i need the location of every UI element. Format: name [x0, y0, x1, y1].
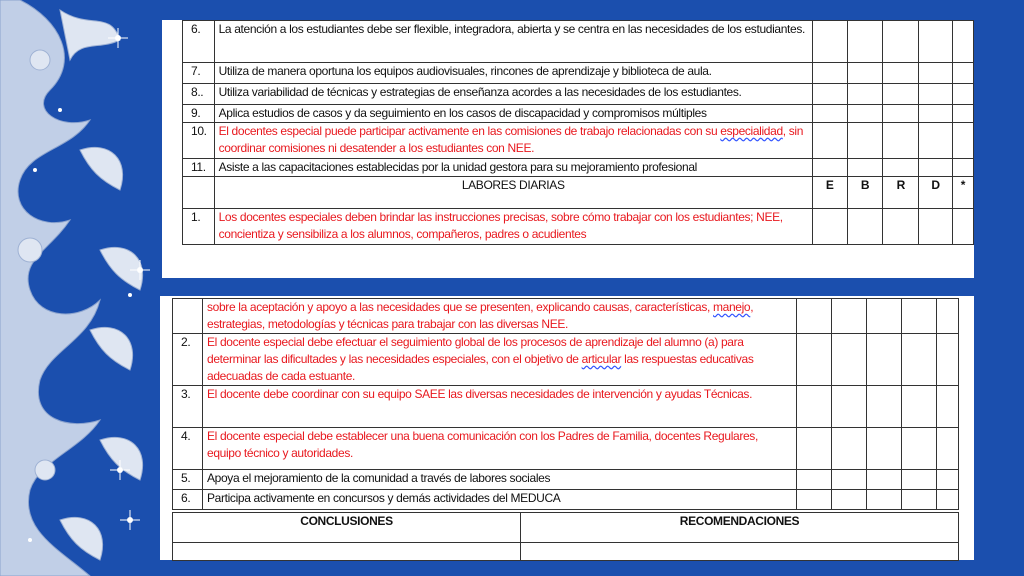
row-text: Asiste a las capacitaciones establecidas por la unidad gestora para su mejoramiento profesional — [214, 159, 812, 177]
table-row — [183, 63, 974, 84]
row-text: Participa activamente en concursos y demás actividades del MEDUCA — [203, 490, 797, 510]
table-row — [183, 159, 974, 177]
row-number: 5. — [173, 470, 203, 490]
row-number: 10. — [183, 123, 215, 159]
conclusiones-header: CONCLUSIONES — [173, 513, 521, 543]
rating-label-d: D — [919, 177, 953, 209]
row-text: El docente especial debe establecer una buena comunicación con los Padres de Familia, docentes Regulares, equipo técnico y autoridades. — [203, 428, 797, 470]
row-text-continued: sobre la aceptación y apoyo a las necesidades que se presenten, explicando causas, características, manejo, estrategias, metodologías y técnicas para trabajar con las diversas NEE. — [203, 299, 797, 334]
row-number: 1. — [183, 209, 215, 245]
table-row — [183, 21, 974, 63]
row-number: 9. — [183, 105, 215, 123]
table-row — [173, 386, 959, 428]
row-text: El docentes especial puede participar activamente en las comisiones de trabajo relacionadas con su especialidad, sin coordinar comisiones ni desatender a los estudiantes con NEE. — [214, 123, 812, 159]
section-header-row — [183, 177, 974, 209]
row-number: 11. — [183, 159, 215, 177]
conclusions-table — [172, 512, 959, 561]
row-text: Aplica estudios de casos y da seguimiento en los casos de discapacidad y compromisos múltiples — [214, 105, 812, 123]
document-page-1 — [162, 20, 974, 278]
row-number: 2. — [173, 334, 203, 386]
table-row — [173, 490, 959, 510]
row-text: Utiliza de manera oportuna los equipos audiovisuales, rincones de aprendizaje y biblioteca de aula. — [214, 63, 812, 84]
table-row — [183, 105, 974, 123]
recomendaciones-cell — [521, 543, 959, 561]
row-number: 3. — [173, 386, 203, 428]
rating-label-r: R — [883, 177, 919, 209]
row-text: Apoya el mejoramiento de la comunidad a través de labores sociales — [203, 470, 797, 490]
decorative-ornament — [0, 0, 160, 576]
row-text: La atención a los estudiantes debe ser flexible, integradora, abierta y se centra en las necesidades de los estudiantes. — [214, 21, 812, 63]
table-row — [183, 84, 974, 105]
row-number: 8.. — [183, 84, 215, 105]
rating-label-e: E — [812, 177, 847, 209]
rating-label-star: * — [952, 177, 973, 209]
row-number: 4. — [173, 428, 203, 470]
rating-label-b: B — [847, 177, 883, 209]
section-header-labores-diarias: LABORES DIARIAS — [214, 177, 812, 209]
row-text: El docente especial debe efectuar el seguimiento global de los procesos de aprendizaje del alumno (a) para determinar las dificultades y las necesidades especiales, con el objetivo de articular las respuestas educativas adecuadas de cada estuante. — [203, 334, 797, 386]
row-number: 7. — [183, 63, 215, 84]
recomendaciones-header: RECOMENDACIONES — [521, 513, 959, 543]
evaluation-table-2 — [172, 298, 959, 510]
table-row — [183, 209, 974, 245]
evaluation-table-1 — [182, 20, 974, 245]
row-text: Utiliza variabilidad de técnicas y estrategias de enseñanza acordes a las necesidades de los estudiantes. — [214, 84, 812, 105]
row-number: 6. — [173, 490, 203, 510]
table-row — [173, 334, 959, 386]
row-text: Los docentes especiales deben brindar las instrucciones precisas, sobre cómo trabajar con los estudiantes; NEE, concientiza y sensibiliza a los alumnos, compañeros, padres o acudientes — [214, 209, 812, 245]
table-row — [183, 123, 974, 159]
table-row — [173, 428, 959, 470]
conclusiones-cell — [173, 543, 521, 561]
table-row — [173, 299, 959, 334]
table-row — [173, 470, 959, 490]
row-number: 6. — [183, 21, 215, 63]
document-page-2 — [160, 296, 974, 560]
row-text: El docente debe coordinar con su equipo SAEE las diversas necesidades de intervención y ayudas Técnicas. — [203, 386, 797, 428]
